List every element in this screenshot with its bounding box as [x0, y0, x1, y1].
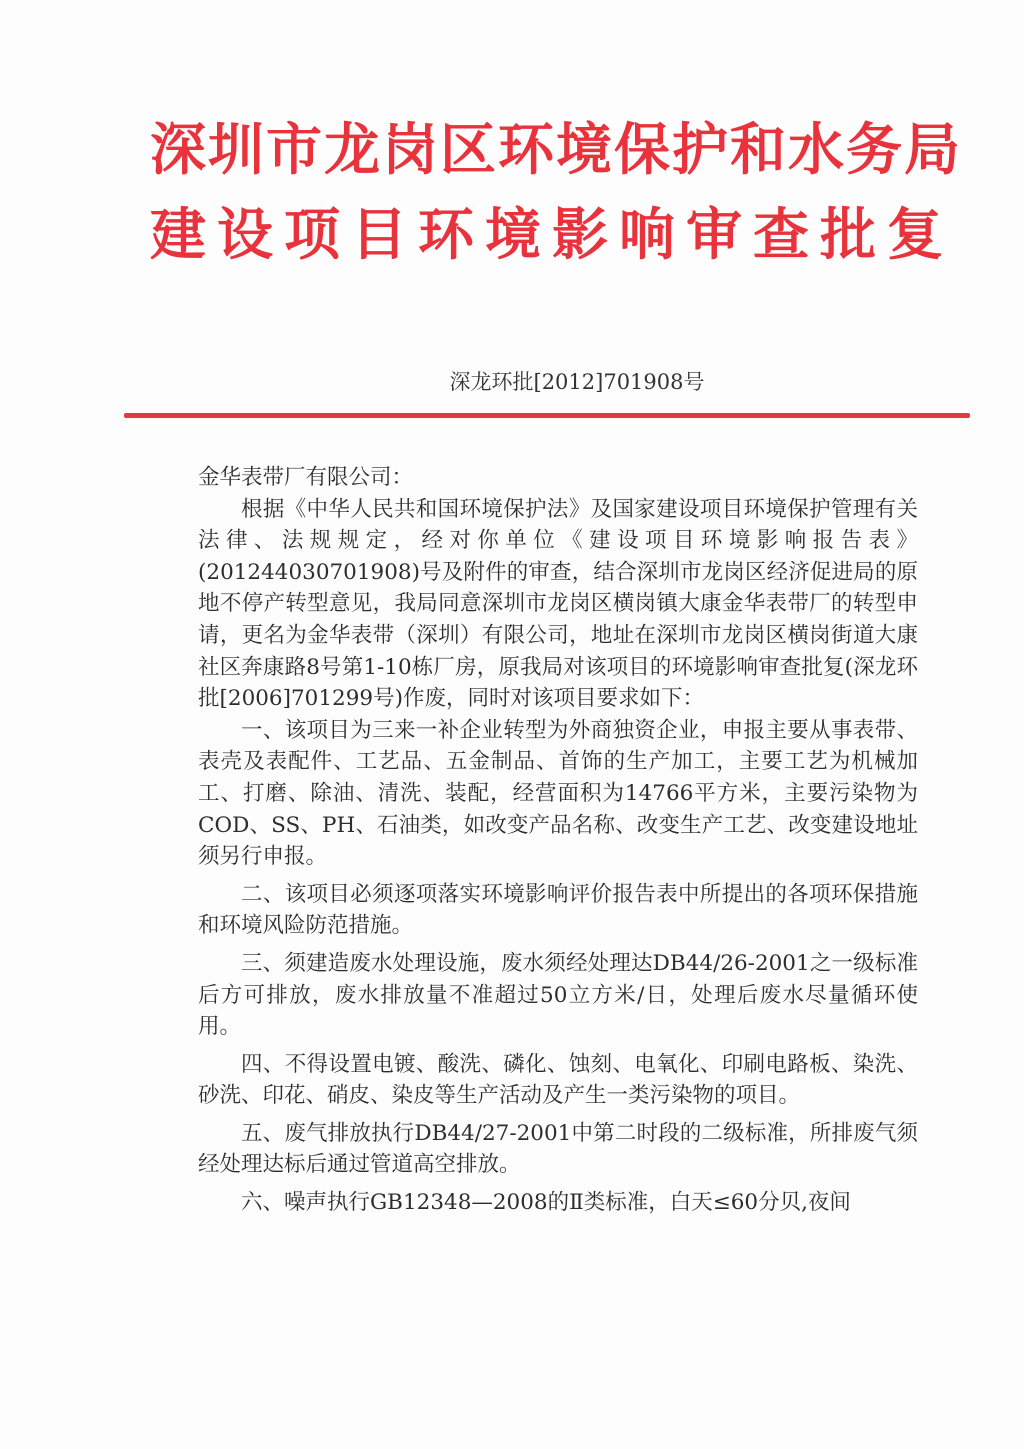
header-title-line-2: 建设项目环境影响审查批复	[150, 202, 954, 268]
document-body	[198, 462, 918, 1219]
document-number: 深龙环批[2012]701908号	[449, 370, 705, 394]
paragraph-intro: 根据《中华人民共和国环境保护法》及国家建设项目环境保护管理有关法律、法规规定，经对你单位《建设项目环境影响报告表》(201244030701908)号及附件的审查，结合深圳市龙岗区经济促进局的原地不停产转型意见，我局同意深圳市龙岗区横岗镇大康金华表带厂的转型申请，更名为金华表带（深圳）有限公司，地址在深圳市龙岗区横岗街道大康社区奔康路8号第1-10栋厂房，原我局对该项目的环境影响审查批复(深龙环批[2006]701299号)作废，同时对该项目要求如下：	[198, 496, 918, 712]
paragraph-item-5: 五、废气排放执行DB44/27-2001中第二时段的二级标准，所排废气须经处理达标后通过管道高空排放。	[198, 1120, 918, 1178]
paragraph-item-6: 六、噪声执行GB12348—2008的Ⅱ类标准，白天≤60分贝,夜间	[241, 1190, 851, 1216]
paragraph-item-4: 四、不得设置电镀、酸洗、磷化、蚀刻、电氧化、印刷电路板、染洗、砂洗、印花、硝皮、染皮等生产活动及产生一类污染物的项目。	[198, 1051, 918, 1109]
paragraph-item-1: 一、该项目为三来一补企业转型为外商独资企业，申报主要从事表带、表壳及表配件、工艺品、五金制品、首饰的生产加工，主要工艺为机械加工、打磨、除油、清洗、装配，经营面积为14766平方米，主要污染物为COD、SS、PH、石油类，如改变产品名称、改变生产工艺、改变建设地址须另行申报。	[198, 717, 918, 870]
paragraph-item-3: 三、须建造废水处理设施，废水须经处理达DB44/26-2001之一级标准后方可排放，废水排放量不准超过50立方米/日，处理后废水尽量循环使用。	[198, 950, 918, 1040]
red-divider	[124, 413, 970, 418]
addressee: 金华表带厂有限公司：	[198, 465, 414, 490]
paragraph-item-2: 二、该项目必须逐项落实环境影响评价报告表中所提出的各项环保措施和环境风险防范措施。	[198, 881, 918, 939]
header-title-line-1: 深圳市龙岗区环境保护和水务局	[150, 117, 962, 183]
